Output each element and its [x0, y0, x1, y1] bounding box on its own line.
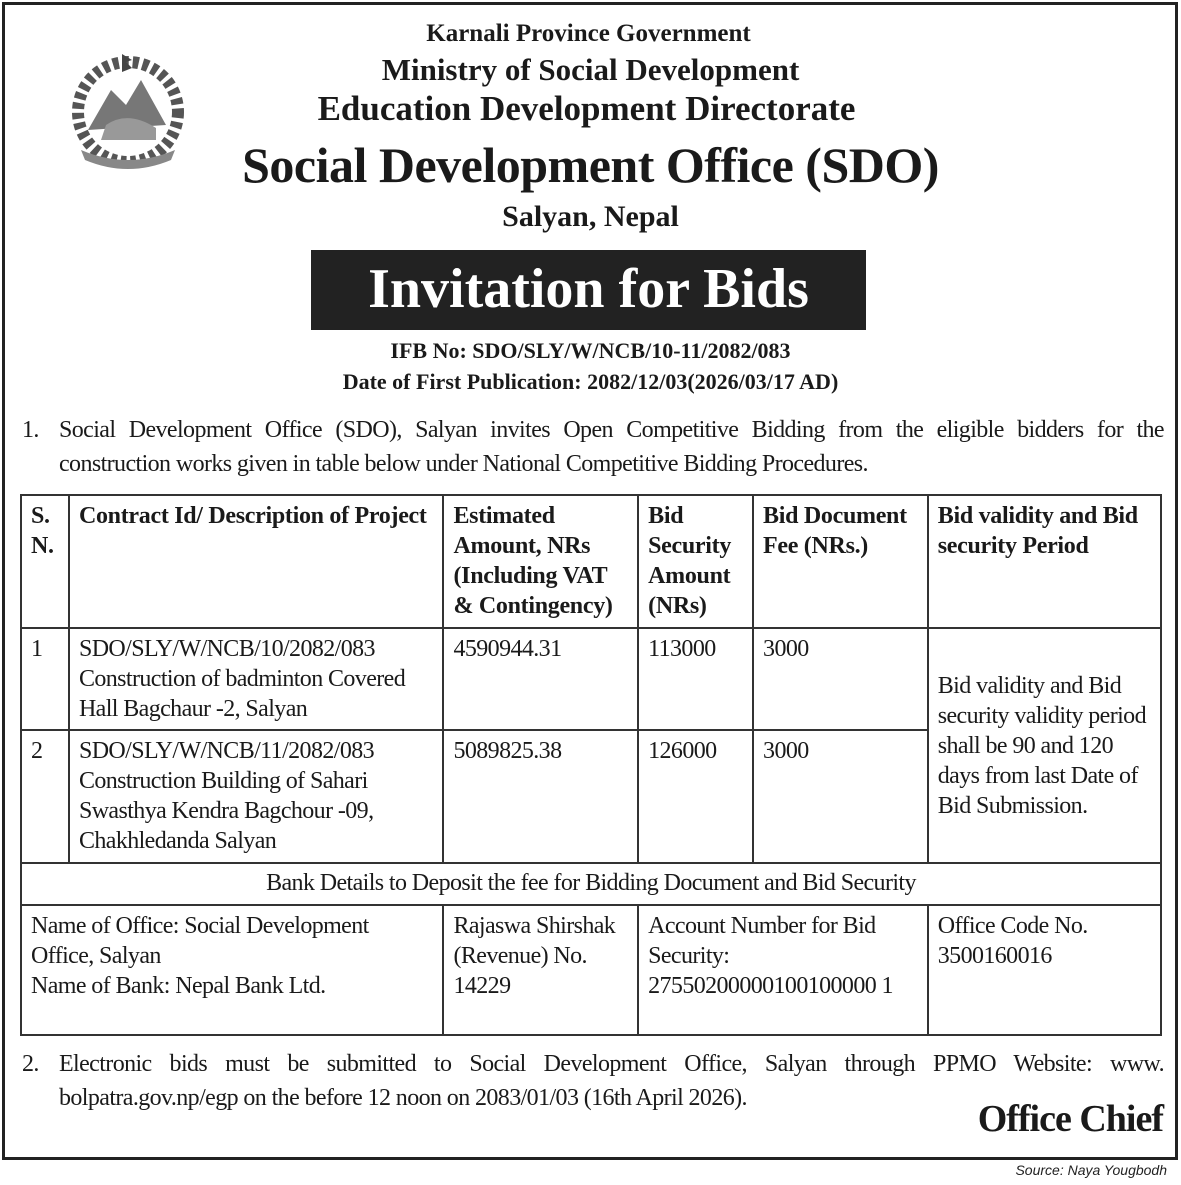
contract-id: SDO/SLY/W/NCB/11/2082/083	[78, 738, 375, 764]
table-row	[21, 628, 1161, 730]
paragraph-text: Electronic bids must be submitted to Social Development Office, Salyan through PPMO Website: www. bolpatra.gov.np/egp on the before 12 noon on 2083/01/03 (16th April 2026).	[59, 1051, 1164, 1111]
cell-amount: 4590944.31	[443, 628, 638, 730]
ministry-name: Ministry of Social Development	[381, 52, 800, 87]
province-name: Karnali Province Government	[426, 20, 751, 47]
header-amount: Estimated Amount, NRs (Including VAT & Contingency)	[443, 495, 638, 628]
publication-date: Date of First Publication: 2082/12/03(2026/03/17 AD)	[342, 369, 839, 394]
directorate-name: Education Development Directorate	[317, 89, 856, 128]
bank-name-value: Name of Bank: Nepal Bank Ltd.	[31, 973, 326, 999]
bank-details-row	[21, 905, 1161, 1035]
cell-security: 113000	[638, 628, 753, 730]
cell-validity: Bid validity and Bid security validity period shall be 90 and 120 days from last Date of Bid Submission.	[928, 628, 1161, 863]
cell-fee: 3000	[753, 730, 928, 863]
office-code-value: 3500160016	[937, 943, 1052, 969]
account-label: Account Number for Bid Security:	[648, 913, 876, 969]
table-header-row	[21, 495, 1161, 628]
paragraph-number: 2.	[22, 1051, 39, 1077]
cell-amount: 5089825.38	[443, 730, 638, 863]
revenue-cell: Rajaswa Shirshak (Revenue) No. 14229	[443, 905, 638, 1035]
header-security: Bid Security Amount (NRs)	[638, 495, 753, 628]
office-name: Social Development Office (SDO)	[242, 137, 939, 193]
office-code-label: Office Code No.	[937, 913, 1088, 939]
paragraph-number: 1.	[22, 417, 39, 443]
cell-security: 126000	[638, 730, 753, 863]
cell-sn: 1	[21, 628, 69, 730]
office-name-value: Name of Office: Social Development Office, Salyan	[31, 913, 369, 969]
bank-heading: Bank Details to Deposit the fee for Bidding Document and Bid Security	[21, 863, 1161, 905]
signature-title: Office Chief	[977, 1098, 1163, 1140]
project-description: Construction Building of Sahari Swasthya Kendra Bagchour -09, Chakhledanda Salyan	[78, 768, 374, 854]
office-location: Salyan, Nepal	[502, 200, 679, 233]
cell-contract	[69, 628, 444, 730]
cell-fee: 3000	[753, 628, 928, 730]
notice-title: Invitation for Bids	[311, 250, 866, 330]
account-number: 27550200000100100000 1	[648, 973, 893, 999]
bank-heading-row	[21, 863, 1161, 905]
paragraph-1	[22, 413, 1164, 481]
header-contract: Contract Id/ Description of Project	[69, 495, 444, 628]
header-validity: Bid validity and Bid security Period	[928, 495, 1161, 628]
account-cell	[638, 905, 928, 1035]
cell-sn: 2	[21, 730, 69, 863]
office-code-cell	[928, 905, 1161, 1035]
source-credit: Source: Naya Yougbodh	[1015, 1162, 1167, 1178]
contract-id: SDO/SLY/W/NCB/10/2082/083	[78, 636, 375, 662]
cell-contract	[69, 730, 444, 863]
header-sn: S. N.	[21, 495, 69, 628]
header-fee: Bid Document Fee (NRs.)	[753, 495, 928, 628]
project-description: Construction of badminton Covered Hall Bagchaur -2, Salyan	[78, 666, 406, 722]
ifb-number: IFB No: SDO/SLY/W/NCB/10-11/2082/083	[390, 338, 791, 363]
bid-table	[20, 494, 1162, 1036]
paragraph-text: Social Development Office (SDO), Salyan invites Open Competitive Bidding from the eligible bidders for the construction works given in table below under National Competitive Bidding Procedures.	[59, 417, 1164, 477]
bank-office-cell	[21, 905, 443, 1035]
